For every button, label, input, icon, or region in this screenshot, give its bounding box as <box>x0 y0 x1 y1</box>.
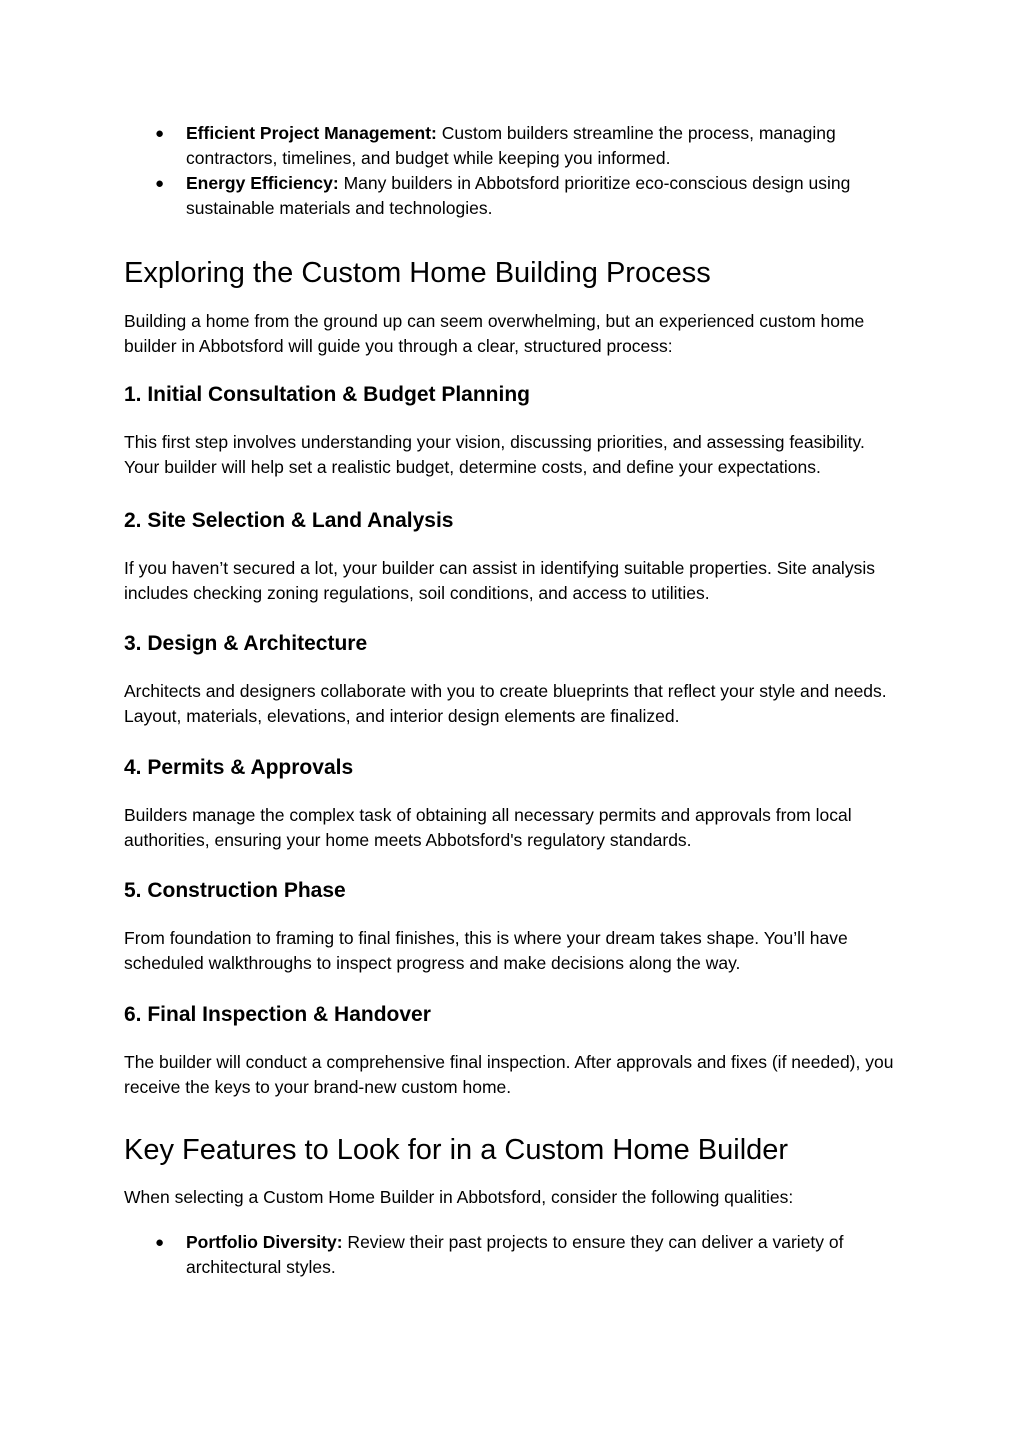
step-heading: 6. Final Inspection & Handover <box>124 1003 431 1026</box>
bullet-icon: ● <box>155 1234 165 1251</box>
step-body: The builder will conduct a comprehensive final inspection. After approvals and fixes (if needed), you receive the keys to your brand-new custom home. <box>124 1052 894 1097</box>
step-body: From foundation to framing to final finishes, this is where your dream takes shape. You’ll have scheduled walkthroughs to inspect progress and make decisions along the way. <box>124 928 848 973</box>
step-heading: 4. Permits & Approvals <box>124 756 354 779</box>
bullet-term: Portfolio Diversity: <box>186 1232 343 1252</box>
step-heading: 1. Initial Consultation & Budget Planning <box>124 383 530 406</box>
step-body: If you haven’t secured a lot, your builder can assist in identifying suitable properties. Site analysis includes checking zoning regulations, soil conditions, and access to utilities. <box>124 558 875 603</box>
bullet-icon: ● <box>155 175 165 192</box>
list-item <box>124 171 904 221</box>
step-body: This first step involves understanding your vision, discussing priorities, and assessing feasibility. Your builder will help set a realistic budget, determine costs, and define your expectations. <box>124 432 865 477</box>
list-item <box>124 1230 904 1280</box>
bullet-term: Energy Efficiency: <box>186 173 339 193</box>
step-heading: 2. Site Selection & Land Analysis <box>124 509 454 532</box>
section-intro: When selecting a Custom Home Builder in Abbotsford, consider the following qualities: <box>124 1187 794 1207</box>
step-body: Architects and designers collaborate with you to create blueprints that reflect your style and needs. Layout, materials, elevations, and interior design elements are finalized. <box>124 681 887 726</box>
bullet-text: Review their past projects to ensure they can deliver a variety of architectural styles. <box>186 1232 844 1277</box>
bullet-text: Many builders in Abbotsford prioritize eco-conscious design using sustainable materials and technologies. <box>186 173 851 218</box>
section-heading: Key Features to Look for in a Custom Home Builder <box>124 1134 789 1166</box>
intro-bullet-list <box>124 121 904 221</box>
section-heading: Exploring the Custom Home Building Process <box>124 257 711 289</box>
step-heading: 5. Construction Phase <box>124 879 346 902</box>
bullet-icon: ● <box>155 125 165 142</box>
bullet-text: Custom builders streamline the process, managing contractors, timelines, and budget while keeping you informed. <box>186 123 836 168</box>
step-heading: 3. Design & Architecture <box>124 632 368 655</box>
bullet-term: Efficient Project Management: <box>186 123 437 143</box>
document-content <box>124 121 904 1280</box>
step-body: Builders manage the complex task of obtaining all necessary permits and approvals from local authorities, ensuring your home meets Abbotsford's regulatory standards. <box>124 805 852 850</box>
feature-bullet-list <box>124 1230 904 1280</box>
list-item <box>124 121 904 171</box>
section-intro: Building a home from the ground up can seem overwhelming, but an experienced custom home builder in Abbotsford will guide you through a clear, structured process: <box>124 311 865 356</box>
